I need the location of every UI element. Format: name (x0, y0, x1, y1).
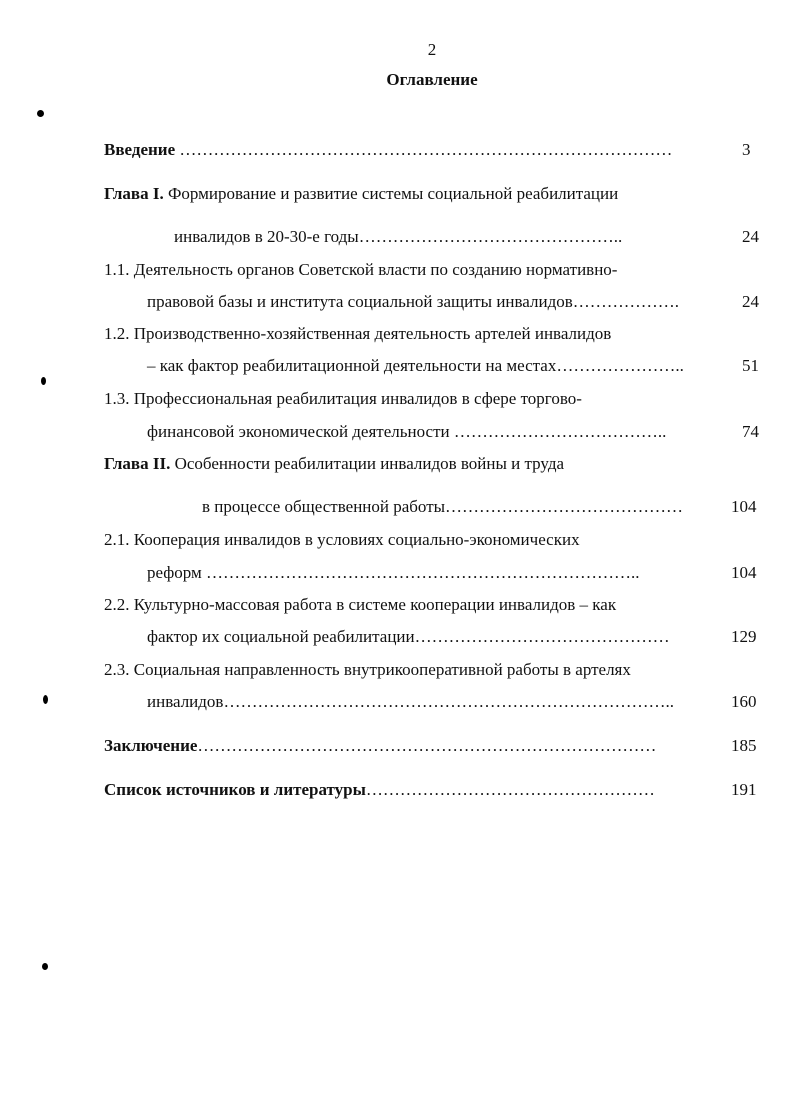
toc-entry-section-1-3-line2[interactable]: финансовой экономической деятельности ……………………………….. (147, 422, 667, 441)
toc-page-number: 191 (731, 780, 757, 799)
toc-page-number: 3 (742, 140, 751, 159)
toc-entry-chapter-1-line1[interactable] (104, 183, 618, 205)
toc-entry-section-1-3-line1[interactable]: 1.3. Профессиональная реабилитация инвалидов в сфере торгово- (104, 389, 582, 408)
toc-leader: ……………………………………………………………………… (197, 736, 657, 755)
toc-page-number: 24 (742, 292, 759, 311)
toc-entry-sources[interactable] (104, 779, 655, 801)
toc-entry-section-2-2-line1[interactable]: 2.2. Культурно-массовая работа в системе кооперации инвалидов – как (104, 595, 617, 614)
page-number: 2 (427, 40, 437, 59)
toc-page-number: 104 (731, 497, 757, 516)
toc-entry-label: Особенности реабилитации инвалидов войны и труда (170, 454, 565, 473)
toc-entry-section-1-2-line1[interactable]: 1.2. Производственно-хозяйственная деятельность артелей инвалидов (104, 324, 612, 343)
scan-speck (43, 695, 48, 704)
toc-page-number: 51 (742, 356, 759, 375)
toc-entry-section-2-1-line2[interactable]: реформ ………………………………………………………………….. (147, 563, 640, 582)
toc-entry-section-2-1-line1[interactable]: 2.1. Кооперация инвалидов в условиях социально-экономических (104, 530, 580, 549)
toc-entry-label: Введение (104, 140, 176, 159)
toc-entry-section-2-3-line1[interactable]: 2.3. Социальная направленность внутрикооперативной работы в артелях (104, 660, 631, 679)
toc-page-number: 185 (731, 736, 757, 755)
scan-speck (37, 110, 44, 117)
toc-page-number: 104 (731, 563, 757, 582)
toc-entry-section-1-1-line2[interactable]: правовой базы и института социальной защиты инвалидов………………. (147, 292, 680, 311)
toc-leader: …………………………………………………………………………… (175, 140, 673, 159)
toc-chapter-prefix: Глава I. (104, 184, 164, 203)
toc-entry-conclusion[interactable] (104, 735, 656, 757)
page-title: Оглавление (386, 70, 478, 89)
scan-speck (42, 963, 48, 970)
toc-entry-chapter-2-line1[interactable] (104, 453, 564, 475)
toc-chapter-prefix: Глава II. (104, 454, 171, 473)
toc-entry-label: Формирование и развитие системы социальной реабилитации (163, 184, 619, 203)
toc-entry-section-1-1-line1[interactable]: 1.1. Деятельность органов Советской власти по созданию нормативно- (104, 260, 618, 279)
toc-entry-chapter-2-line2[interactable]: в процессе общественной работы…………………………………… (202, 497, 684, 516)
toc-entry-chapter-1-line2[interactable]: инвалидов в 20-30-е годы……………………………………….. (174, 227, 623, 246)
toc-page-number: 129 (731, 627, 757, 646)
toc-entry-intro[interactable] (104, 139, 754, 161)
toc-entry-section-1-2-line2[interactable]: – как фактор реабилитационной деятельности на местах………………….. (147, 356, 684, 375)
toc-entry-section-2-3-line2[interactable]: инвалидов…………………………………………………………………….. (147, 692, 674, 711)
toc-page-number: 74 (742, 422, 759, 441)
scan-speck (41, 377, 46, 385)
toc-entry-section-2-2-line2[interactable]: фактор их социальной реабилитации……………………………………… (147, 627, 670, 646)
toc-entry-label: Заключение (104, 736, 198, 755)
toc-page-number: 24 (742, 227, 759, 246)
toc-entry-label: Список источников и литературы (104, 780, 366, 799)
toc-page-number: 160 (731, 692, 757, 711)
toc-leader: …………………………………………… (365, 780, 655, 799)
